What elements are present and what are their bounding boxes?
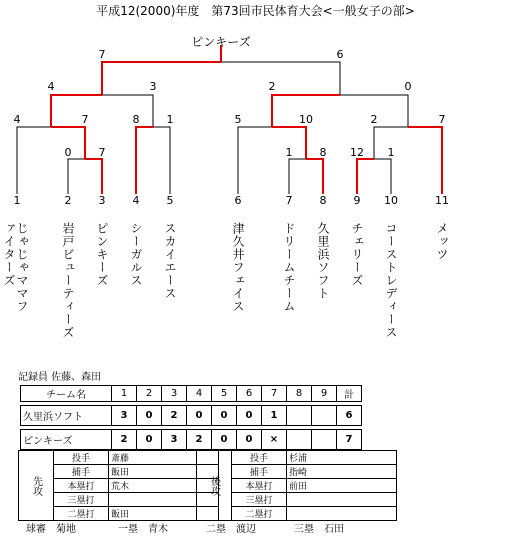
- inning-cell: 0: [212, 430, 237, 450]
- bracket-line-10: [85, 159, 102, 194]
- first-team-lineup: [18, 450, 219, 521]
- score-r1a-left: 0: [64, 146, 72, 159]
- score-sf1-left: 4: [47, 80, 55, 93]
- header-cell: 6: [237, 386, 262, 402]
- role-cell: 本塁打: [232, 479, 287, 493]
- header-cell: 7: [262, 386, 287, 402]
- score-r1a-right: 7: [98, 146, 106, 159]
- team-number: 4: [132, 194, 140, 207]
- player-cell: 指崎: [287, 465, 397, 479]
- inning-cell: 2: [112, 430, 137, 450]
- score-r1b-left: 1: [285, 146, 293, 159]
- inning-cell: [287, 430, 312, 450]
- team-name: シーガルス: [129, 222, 143, 287]
- third-base-umpire: 三塁 石田: [294, 524, 344, 535]
- bracket-line-1: [102, 62, 221, 95]
- score-final-right: 6: [336, 48, 344, 61]
- header-cell: 計: [337, 386, 362, 402]
- bracket-line-9: [68, 159, 85, 194]
- player-cell: 杉浦: [287, 451, 397, 465]
- inning-cell: 0: [237, 430, 262, 450]
- team-number: 2: [64, 194, 72, 207]
- score-q2-left: 8: [132, 113, 140, 126]
- player-cell: 荒木: [109, 479, 219, 493]
- team-number: 3: [98, 194, 106, 207]
- bracket-line-7: [17, 127, 51, 194]
- team-name: 岩戸ビューティーズ: [61, 222, 75, 339]
- bracket-line-19: [357, 159, 374, 194]
- bracket-line-2: [221, 62, 340, 95]
- role-cell: 本塁打: [54, 479, 109, 493]
- scoreboard-header-row: [21, 386, 362, 402]
- team-number: 1: [13, 194, 21, 207]
- score-r1c-left: 12: [350, 146, 364, 159]
- bracket-line-20: [374, 159, 391, 194]
- score-q1-left: 4: [13, 113, 21, 126]
- header-cell: 1: [112, 386, 137, 402]
- score-q2-right: 1: [166, 113, 174, 126]
- bracket-line-12: [153, 127, 170, 194]
- bracket-line-3: [51, 95, 102, 127]
- player-cell: 前田: [287, 479, 397, 493]
- bracket-line-18: [408, 127, 442, 194]
- role-cell: 三塁打: [54, 493, 109, 507]
- bracket-line-15: [289, 159, 306, 194]
- inning-cell: [287, 406, 312, 426]
- team-number: 10: [384, 194, 398, 207]
- second-base-umpire: 二塁 渡辺: [206, 524, 256, 535]
- inning-cell: ×: [262, 430, 287, 450]
- recorder-label: 記録員 佐藤、森田: [18, 372, 102, 383]
- score-sf2-right: 0: [404, 80, 412, 93]
- champion-label: ピンキーズ: [191, 35, 251, 49]
- team-name: メッツ: [435, 222, 449, 261]
- header-cell: 3: [162, 386, 187, 402]
- first-base-umpire: 一塁 青木: [118, 524, 168, 535]
- chief-umpire: 球審 菊地: [26, 524, 76, 535]
- score-q3-right: 10: [299, 113, 313, 126]
- inning-cell: 2: [162, 406, 187, 426]
- header-cell: 4: [187, 386, 212, 402]
- team-number: 5: [166, 194, 174, 207]
- side-label: 先攻: [19, 451, 54, 521]
- score-q3-left: 5: [234, 113, 242, 126]
- side-label: 後攻: [197, 451, 232, 521]
- score-r1b-right: 8: [319, 146, 327, 159]
- inning-cell: 0: [187, 406, 212, 426]
- role-cell: 二塁打: [54, 507, 109, 521]
- inning-cell: 0: [237, 406, 262, 426]
- player-cell: [287, 507, 397, 521]
- score-final-left: 7: [98, 48, 106, 61]
- inning-cell: 3: [162, 430, 187, 450]
- team-name: チェリーズ: [350, 222, 364, 287]
- header-cell: 5: [212, 386, 237, 402]
- team-name: ドリームチーム: [282, 222, 296, 313]
- score-q4-left: 2: [370, 113, 378, 126]
- inning-cell: 1: [262, 406, 287, 426]
- score-r1c-right: 1: [387, 146, 395, 159]
- role-cell: 三塁打: [232, 493, 287, 507]
- table-row: [21, 406, 362, 426]
- score-sf1-right: 3: [149, 80, 157, 93]
- team-name: コーストレディース: [384, 222, 398, 339]
- scoreboard-table: [20, 385, 362, 450]
- team-number: 9: [353, 194, 361, 207]
- team-number: 7: [285, 194, 293, 207]
- inning-cell: 2: [187, 430, 212, 450]
- team-cell: ピンキーズ: [21, 430, 112, 450]
- team-name: じゃじゃママファイターズ: [2, 222, 29, 313]
- role-cell: 二塁打: [232, 507, 287, 521]
- inning-cell: 0: [212, 406, 237, 426]
- page-title: 平成12(2000)年度 第73回市民体育大会<一般女子の部>: [96, 4, 415, 18]
- bracket-line-4: [102, 95, 153, 127]
- player-cell: 飯田: [109, 507, 219, 521]
- team-cell: 久里浜ソフト: [21, 406, 112, 426]
- table-row: [21, 430, 362, 450]
- team-number: 6: [234, 194, 242, 207]
- team-number: 8: [319, 194, 327, 207]
- role-cell: 捕手: [54, 465, 109, 479]
- role-cell: 投手: [54, 451, 109, 465]
- inning-cell: 3: [112, 406, 137, 426]
- total-cell: 7: [337, 430, 362, 450]
- score-sf2-left: 2: [268, 80, 276, 93]
- team-name: 久里浜ソフト: [316, 222, 330, 300]
- team-name: 津久井フェイス: [231, 222, 245, 313]
- inning-cell: [312, 430, 337, 450]
- inning-cell: [312, 406, 337, 426]
- second-team-lineup: [196, 450, 397, 521]
- player-cell: 飯田: [109, 465, 219, 479]
- score-q1-right: 7: [81, 113, 89, 126]
- header-cell: 9: [312, 386, 337, 402]
- header-cell: 8: [287, 386, 312, 402]
- player-cell: 斎藤: [109, 451, 219, 465]
- player-cell: [287, 493, 397, 507]
- team-name: スカイエース: [163, 222, 177, 300]
- header-cell: チーム名: [21, 386, 112, 402]
- header-cell: 2: [137, 386, 162, 402]
- role-cell: 投手: [232, 451, 287, 465]
- team-name: ピンキーズ: [95, 222, 109, 287]
- role-cell: 捕手: [232, 465, 287, 479]
- bracket-line-11: [136, 127, 153, 194]
- score-q4-right: 7: [438, 113, 446, 126]
- bracket-line-13: [238, 127, 272, 194]
- inning-cell: 0: [137, 406, 162, 426]
- inning-cell: 0: [137, 430, 162, 450]
- total-cell: 6: [337, 406, 362, 426]
- bracket-line-16: [306, 159, 323, 194]
- team-number: 11: [435, 194, 449, 207]
